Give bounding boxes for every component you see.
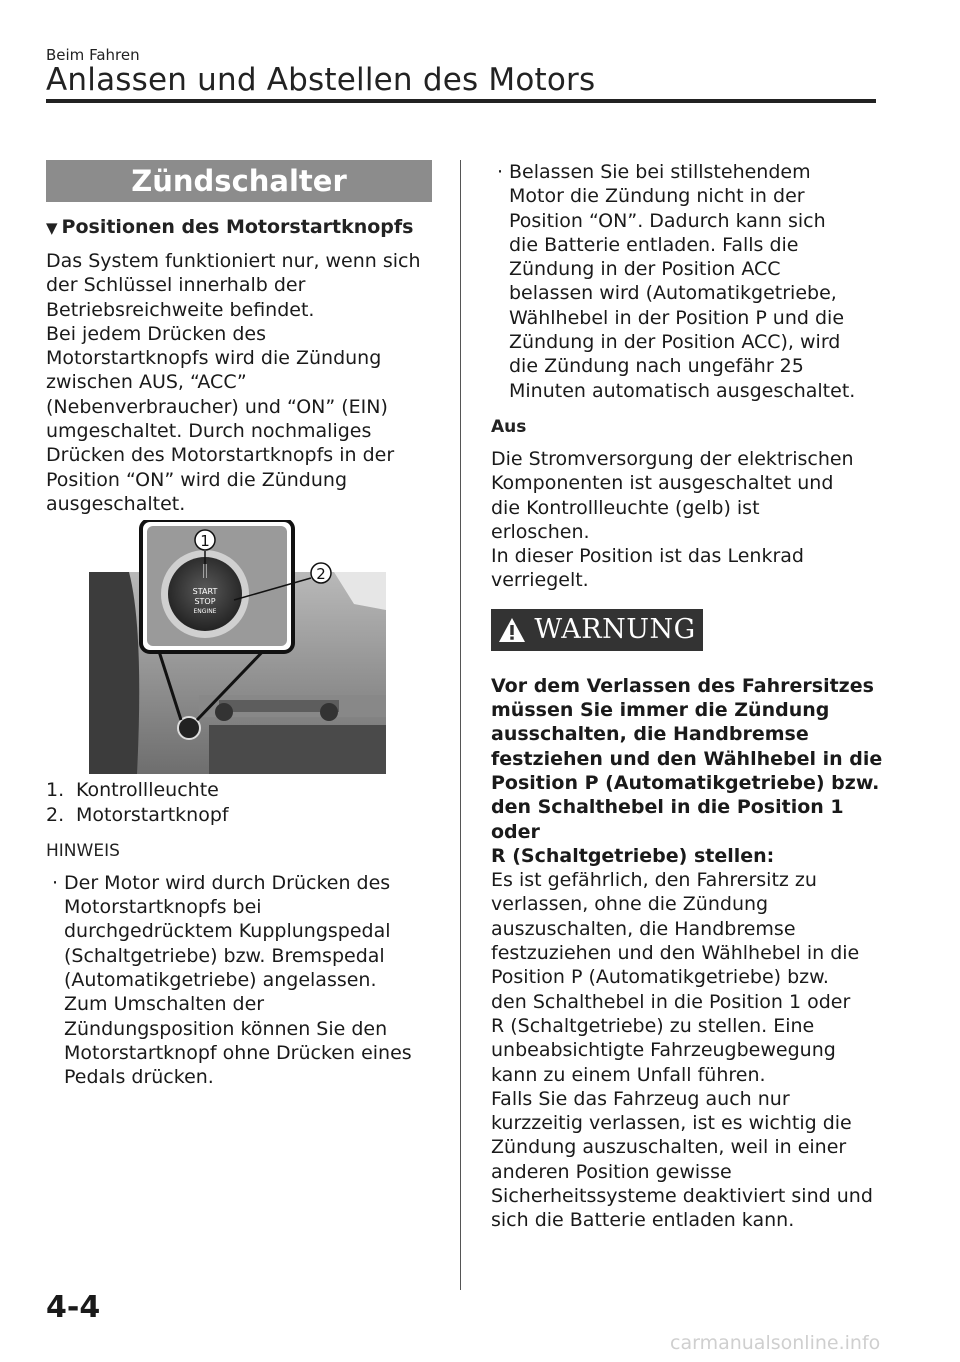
warning-body-text: Es ist gefährlich, den Fahrersitz zu verlassen, ohne die Zündung auszuschalten, die Handbremse festzuziehen und den Wählhebel in die Position P (Automatikgetriebe) bzw. den Schalthebel in die Position 1 oder R (Schaltgetriebe) zu stellen. Eine unbeabsichtigte Fahrzeugbewegung kann zu einem Unfall führen. Falls Sie das Fahrzeug auch nur kurzzeitig verlassen, ist es wichtig die Zündung auszuschalten, weil in einer anderen Position gewisse Sicherheitssysteme deaktiviert sind und sich die Batterie entladen kann. (491, 869, 873, 1232)
subheading (46, 216, 432, 238)
triangle-down-icon: ▼ (46, 219, 58, 237)
page-number: 4-4 (46, 1290, 101, 1325)
column-divider (460, 160, 461, 1290)
button-text-engine: ENGINE (193, 608, 217, 616)
watermark: carmanualsonline.info (670, 1332, 881, 1354)
start-button-illustration (89, 520, 386, 774)
note-bullet-text: Belassen Sie bei stillstehendem Motor die Zündung nicht in der Position “ON”. Dadurch kann sich die Batterie entladen. Falls die Zündung in der Position ACC belassen wird (Automatikgetriebe, Wählhebel in der Position P und die Zündung in der Position ACC), wird die Zündung nach ungefähr 25 Minuten automatisch ausgeschaltet. (509, 161, 856, 402)
section-title-bar: Zündschalter (46, 160, 432, 202)
aus-label: Aus (491, 416, 527, 437)
small-start-button (178, 717, 200, 739)
aus-text: Die Stromversorgung der elektrischen Komponenten ist ausgeschaltet und die Kontrollleuchte (gelb) ist erloschen. In dieser Position ist das Lenkrad verriegelt. (491, 447, 854, 592)
right-column (491, 160, 891, 1233)
button-text-stop: STOP (194, 597, 216, 607)
legend-item (46, 803, 432, 827)
legend-item (46, 778, 432, 802)
warning-bold-text: Vor dem Verlassen des Fahrersitzes müssen Sie immer die Zündung ausschalten, die Handbremse festziehen und den Wählhebel in die Position P (Automatikgetriebe) bzw. den Schalthebel in die Position 1 oder R (Schaltgetriebe) stellen: (491, 674, 883, 867)
legend (46, 778, 432, 827)
legend-label: Motorstartknopf (76, 803, 229, 826)
note-bullet-text: Der Motor wird durch Drücken des Motorstartknopfs bei durchgedrücktem Kupplungspedal (Schaltgetriebe) bzw. Bremspedal (Automatikgetriebe) angelassen. Zum Umschalten der Zündungsposition können Sie den Motorstartknopf ohne Drücken eines Pedals drücken. (64, 871, 412, 1089)
header-kicker: Beim Fahren (46, 46, 140, 64)
intro-paragraph: Das System funktioniert nur, wenn sich der Schlüssel innerhalb der Betriebsreichweite befindet. Bei jedem Drücken des Motorstartknopfs wird die Zündung zwischen AUS, “ACC” (Nebenverbraucher) und “ON” (EIN) umgeschaltet. Durch nochmaliges Drücken des Motorstartknopfs in der Position “ON” wird die Zündung ausgeschaltet. (46, 250, 421, 515)
note-bullet (46, 871, 432, 1090)
warning-banner (491, 609, 703, 651)
header-rule (46, 99, 876, 103)
callout-2: 2 (316, 565, 326, 584)
callout-1: 1 (200, 532, 210, 551)
note-bullet (491, 160, 891, 403)
button-text-start: START (192, 587, 218, 597)
bullet-dot-icon: · (496, 161, 504, 183)
legend-number: 1. (46, 779, 65, 802)
legend-label: Kontrollleuchte (76, 779, 219, 802)
figure (89, 520, 386, 774)
bullet-dot-icon: · (51, 871, 59, 894)
subheading-text: Positionen des Motorstartknopfs (61, 216, 414, 238)
legend-number: 2. (46, 803, 65, 826)
warning-icon (498, 617, 526, 643)
page-title: Anlassen und Abstellen des Motors (46, 62, 596, 98)
warning-label: WARNUNG (534, 614, 696, 646)
left-column (46, 160, 432, 1090)
note-label: HINWEIS (46, 840, 120, 861)
